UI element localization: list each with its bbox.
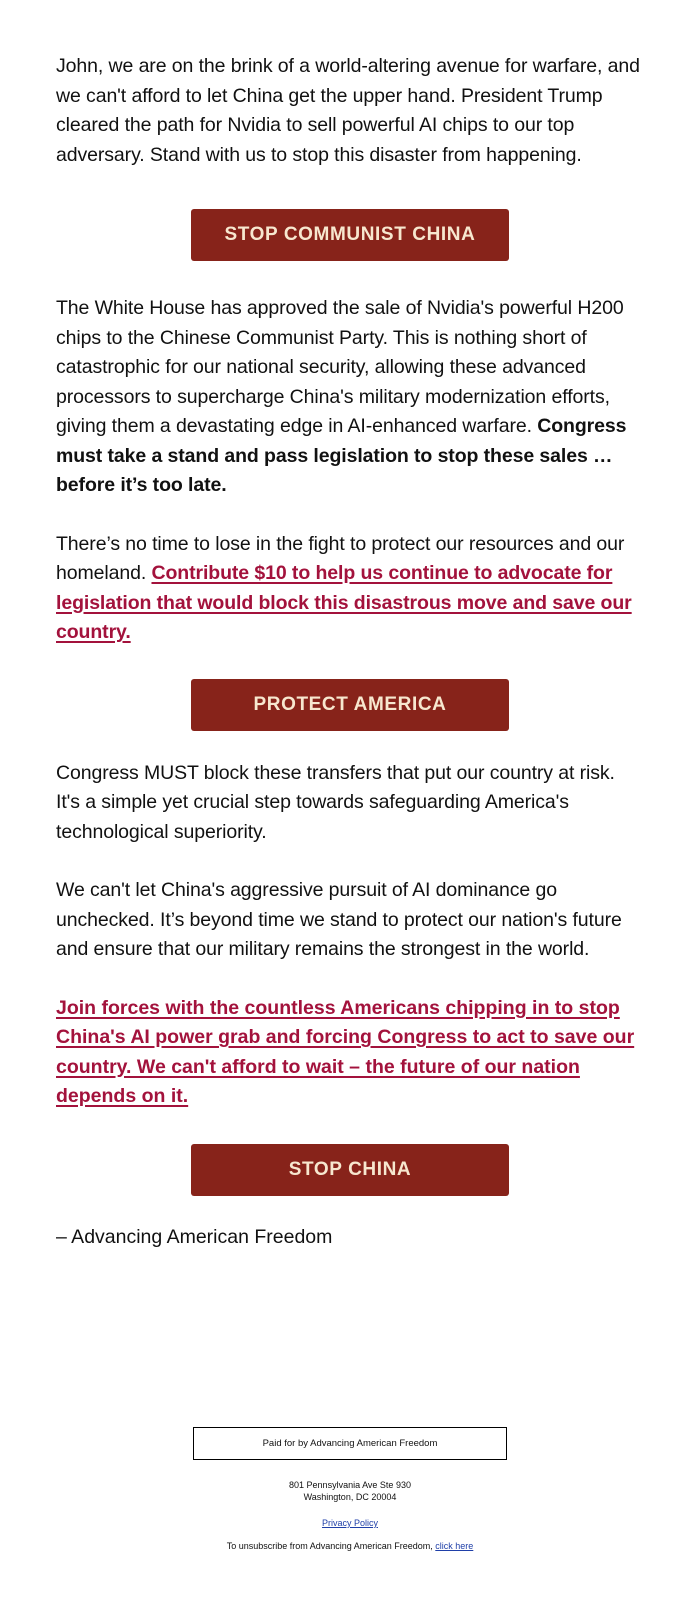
contribute-10-link[interactable]: Contribute $10 to help us continue to advocate for legislation that would block this disastrous move and save our country. — [56, 562, 632, 643]
cta-row-protect-america — [56, 679, 644, 731]
footer-address — [0, 1479, 700, 1503]
stop-china-button[interactable]: STOP CHINA — [191, 1144, 509, 1196]
stop-communist-china-button[interactable]: STOP COMMUNIST CHINA — [191, 209, 509, 261]
footer-address-line-2: Washington, DC 20004 — [303, 1492, 397, 1502]
paragraph-h200-chips-text: The White House has approved the sale of Nvidia's powerful H200 chips to the Chinese Communist Party. This is nothing short of catastrophic for our national security, allowing these advanced processors to supercharge China's military modernization efforts, giving them a devastating edge in AI-enhanced warfare. — [56, 297, 624, 437]
paragraph-ai-dominance: We can't let China's aggressive pursuit of AI dominance go unchecked. It’s beyond time we stand to protect our nation's future and ensure that our military remains the strongest in the world. — [56, 879, 622, 960]
unsubscribe-click-here-link[interactable]: click here — [435, 1541, 474, 1551]
protect-america-button[interactable]: PROTECT AMERICA — [191, 679, 509, 731]
paragraph-join-forces — [56, 994, 644, 1112]
paragraph-h200-chips-emphasis: Congress must take a stand and pass legislation to stop these sales … before it’s too late. — [56, 415, 627, 496]
unsubscribe-text: To unsubscribe from Advancing American Freedom, — [226, 1541, 436, 1551]
intro-paragraph: John, we are on the brink of a world-altering avenue for warfare, and we can't afford to let China get the upper hand. President Trump cleared the path for Nvidia to sell powerful AI chips to our top adversary. Stand with us to stop this disaster from happening. — [56, 55, 640, 166]
signature-line: – Advancing American Freedom — [56, 1225, 333, 1248]
paragraph-h200-chips — [56, 294, 644, 501]
paragraph-contribute-text: There’s no time to lose in the fight to protect our resources and our homeland. — [56, 532, 625, 584]
footer-privacy-row — [0, 1517, 700, 1529]
paragraph-congress-must-block: Congress MUST block these transfers that put our country at risk. It's a simple yet crucial step towards safeguarding America's technological superiority. — [56, 761, 615, 843]
paid-for-disclaimer: Paid for by Advancing American Freedom — [193, 1427, 507, 1460]
join-forces-link[interactable]: Join forces with the countless Americans chipping in to stop China's AI power grab and forcing Congress to act to save our country. We can't afford to wait – the future of our nation depends on it. — [56, 996, 635, 1107]
cta-row-stop-communist-china — [56, 209, 644, 261]
footer-unsubscribe-row — [0, 1540, 700, 1552]
privacy-policy-link[interactable]: Privacy Policy — [321, 1518, 378, 1528]
email-footer — [0, 1427, 700, 1592]
paragraph-contribute — [56, 530, 644, 648]
cta-row-stop-china — [56, 1144, 644, 1196]
footer-address-line-1: 801 Pennsylvania Ave Ste 930 — [289, 1480, 411, 1490]
